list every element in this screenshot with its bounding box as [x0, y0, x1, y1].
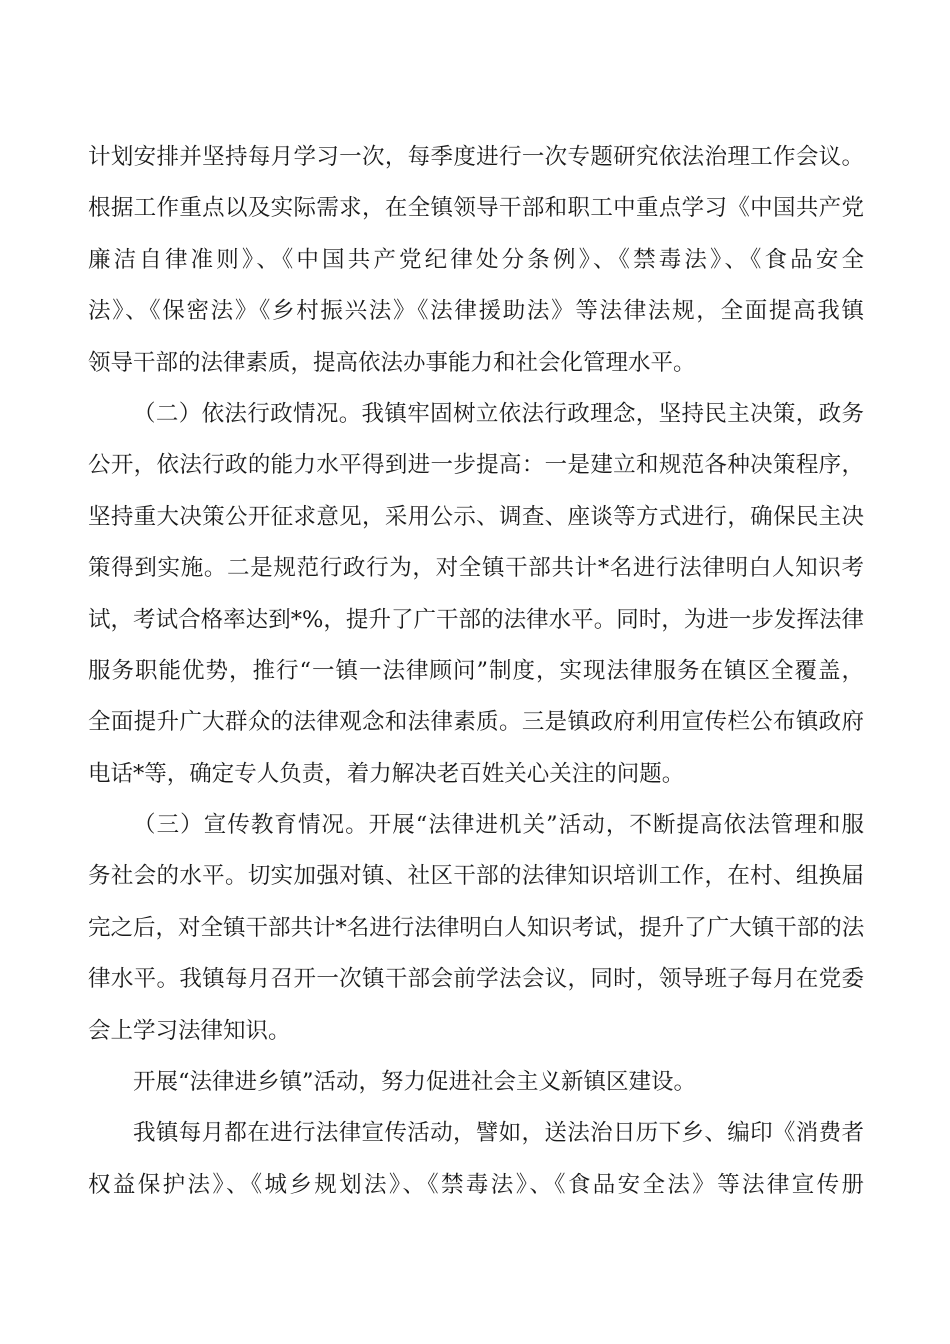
text-line: 电话*等，确定专人负责，着力解决老百姓关心关注的问题。 — [88, 760, 685, 787]
text-line: 策得到实施。二是规范行政行为，对全镇干部共计*名进行法律明白人知识考 — [88, 555, 864, 582]
text-line: 全面提升广大群众的法律观念和法律素质。三是镇政府利用宣传栏公布镇政府 — [88, 709, 864, 736]
paragraph-monthly-publicity — [88, 1108, 864, 1211]
text-line: 会上学习法律知识。 — [88, 1017, 291, 1044]
text-line: 计划安排并坚持每月学习一次，每季度进行一次专题研究依法治理工作会议。 — [88, 144, 864, 170]
text-line: 领导干部的法律素质，提高依法办事能力和社会化管理水平。 — [88, 349, 696, 376]
text-line: 廉洁自律准则》、《中国共产党纪律处分条例》、《禁毒法》、《食品安全 — [88, 246, 864, 273]
text-line: （三）宣传教育情况。开展“法律进机关”活动，不断提高依法管理和服 — [133, 812, 864, 839]
document-body — [88, 132, 864, 1211]
text-line: 权益保护法》、《城乡规划法》、《禁毒法》、《食品安全法》等法律宣传册 — [88, 1171, 864, 1198]
text-line: 我镇每月都在进行法律宣传活动，譬如，送法治日历下乡、编印《消费者 — [133, 1120, 864, 1147]
paragraph-study-plan — [88, 132, 864, 389]
text-line: 服务职能优势，推行“一镇一法律顾问”制度，实现法律服务在镇区全覆盖， — [88, 657, 864, 684]
text-line: 试，考试合格率达到*%，提升了广干部的法律水平。同时，为进一步发挥法律 — [88, 606, 864, 633]
paragraph-administration — [88, 389, 864, 800]
text-line: 务社会的水平。切实加强对镇、社区干部的法律知识培训工作，在村、组换届 — [88, 863, 864, 890]
text-line: （二）依法行政情况。我镇牢固树立依法行政理念，坚持民主决策，政务 — [133, 400, 864, 427]
paragraph-education — [88, 800, 864, 1057]
text-line: 完之后，对全镇干部共计*名进行法律明白人知识考试，提升了广大镇干部的法 — [88, 914, 865, 941]
text-line: 根据工作重点以及实际需求，在全镇领导干部和职工中重点学习《中国共产党 — [88, 195, 864, 222]
text-line: 开展“法律进乡镇”活动，努力促进社会主义新镇区建设。 — [133, 1069, 697, 1096]
text-line: 公开，依法行政的能力水平得到进一步提高：一是建立和规范各种决策程序， — [88, 452, 864, 479]
text-line: 律水平。我镇每月召开一次镇干部会前学法会议，同时，领导班子每月在党委 — [88, 966, 864, 993]
paragraph-law-to-town — [88, 1057, 864, 1108]
text-line: 坚持重大决策公开征求意见，采用公示、调查、座谈等方式进行，确保民主决 — [88, 503, 864, 530]
text-line: 法》、《保密法》《乡村振兴法》《法律援助法》等法律法规，全面提高我镇 — [88, 298, 864, 325]
